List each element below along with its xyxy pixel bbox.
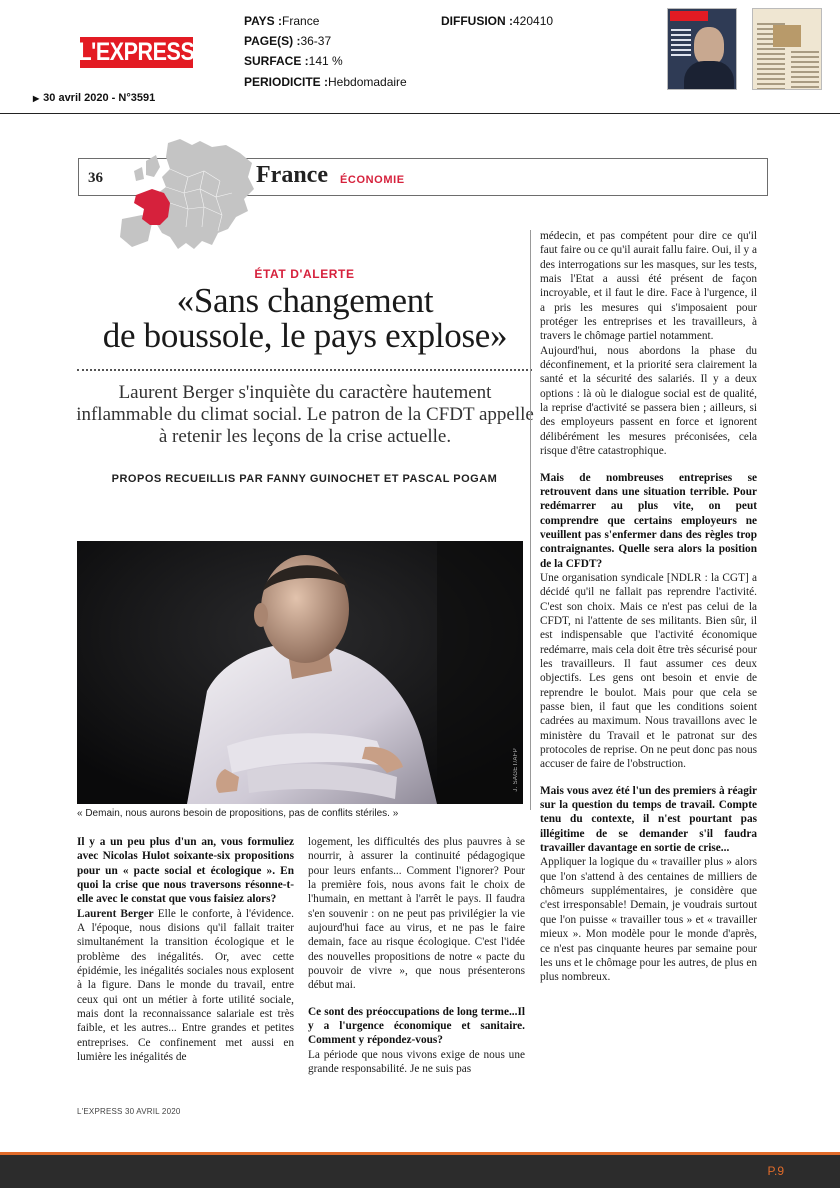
- standfirst: Laurent Berger s'inquiète du caractère hautement inflammable du climat social. Le patron de la CFDT appelle à retenir les leçons de la crise actuelle.: [76, 382, 534, 447]
- meta-surface-value: 141 %: [308, 54, 343, 68]
- photo-caption: « Demain, nous aurons besoin de propositions, pas de conflits stériles. »: [77, 808, 399, 819]
- answer-1-continued: logement, les difficultés des plus pauvres à se nourrir, à assurer la continuité pédagogique pour leurs enfants... Comment l'ignorer? Pour la première fois, nous avons fait le choix de l'humain, en mettant à l'arrêt le pays. Il faudra s'en souvenir : on ne peut pas privilégier la vie aujourd'hui face au virus, et ne pas le faire demain, face au risque écologique. C'est l'idée des nouvelles propositions de notre « pacte du pouvoir de vivre », que nous présenterons début mai.: [308, 836, 525, 992]
- question-4: Mais vous avez été l'un des premiers à réagir sur la question du temps de travail. Compte tenu du contexte, il n'est pourtant pas illégitime de se demander s'il faudra travailler davantage en sortie de crise...: [540, 784, 757, 855]
- cover-thumbnail-body: [684, 61, 734, 90]
- headline-line-1: «Sans changement: [176, 281, 434, 320]
- meta-diffusion-value: 420410: [513, 14, 554, 28]
- column-rule: [530, 230, 531, 810]
- publication-date-text: 30 avril 2020 - N°3591: [43, 92, 156, 104]
- article-column-3: [540, 229, 757, 985]
- cover-thumbnail-lines: [671, 29, 691, 59]
- answer-1: [77, 907, 294, 1065]
- article-column-1: [77, 835, 294, 1065]
- publication-date: [33, 92, 155, 104]
- meta-pages-value: 36-37: [300, 34, 332, 48]
- page-tag: P.9: [767, 1164, 784, 1178]
- byline: PROPOS RECUEILLIS PAR FANNY GUINOCHET ET PASCAL POGAM: [111, 473, 498, 485]
- answer-2: La période que nous vivons exige de nous une grande responsabilité. Je ne suis pas: [308, 1048, 525, 1076]
- meta-diffusion: [441, 14, 553, 28]
- headline: [72, 283, 538, 353]
- meta-pays-label: PAYS :: [244, 14, 283, 28]
- meta-surface: [244, 54, 343, 68]
- logo-text: L'EXPRESS: [78, 38, 195, 66]
- question-3: Mais de nombreuses entreprises se retrouvent dans une situation terrible. Pour redémarrer au plus vite, on peut comprendre que certains employeurs ne veuillent pas s'enfermer dans des règles trop contraignantes. Quelle sera alors la position de la CFDT?: [540, 471, 757, 570]
- question-2: Ce sont des préoccupations de long terme...Il y a l'urgence économique et sanitaire. Comment y répondez-vous?: [308, 1005, 525, 1047]
- lexpress-logo: [80, 37, 193, 68]
- cover-thumbnail[interactable]: [667, 8, 737, 90]
- meta-periodicite: [244, 75, 407, 89]
- meta-diffusion-label: DIFFUSION :: [441, 14, 513, 28]
- arrow-right-icon: ▶: [33, 94, 40, 103]
- meta-pages: [244, 34, 331, 48]
- section-subtitle: ÉCONOMIE: [340, 174, 405, 186]
- europe-map-icon: [108, 137, 258, 257]
- meta-surface-label: SURFACE :: [244, 54, 309, 68]
- footer-stamp: L'EXPRESS 30 AVRIL 2020: [77, 1107, 181, 1116]
- kicker: ÉTAT D'ALERTE: [254, 267, 355, 281]
- question-1: Il y a un peu plus d'un an, vous formuliez avec Nicolas Hulot soixante-six propositions pour un « pacte social et écologique ». En quoi la crise que nous traversons résonne-t-elle avec le constat que vous faisiez alors?: [77, 836, 294, 906]
- portrait-illustration: [77, 541, 523, 804]
- headline-line-2: de boussole, le pays explose»: [102, 316, 508, 355]
- cover-thumbnail-face: [694, 27, 724, 65]
- meta-pays-value: France: [282, 14, 320, 28]
- page-number: 36: [88, 170, 103, 186]
- section-title: France: [256, 162, 328, 188]
- answer-1-text: Elle le conforte, à l'évidence. A l'époque, nous disions qu'il fallait traiter simultanément la transition écologique et le problème des inégalités. Or, avec cette épidémie, les inégalités sociales nous explosent à la figure. Dans le monde du travail, entre ceux qui ont un métier à forte utilité sociale, mais dont la reconnaissance salariale est très faible, et les autres... Entre grandes et petites entreprises. Ce confinement met aussi en lumière les inégalités de: [77, 907, 294, 1064]
- meta-pages-label: PAGE(S) :: [244, 34, 301, 48]
- meta-pays: [244, 14, 319, 28]
- answer-2-paragraph-2: Aujourd'hui, nous abordons la phase du déconfinement, et la priorité sera clairement la santé et la sécurité des salariés. Il y a deux options : là où le dialogue social est de qualité, la reprise d'activité se passera bien ; ailleurs, si des employeurs passent en force et ignorent délibérément les mesures préconisées, cela risque d'être catastrophique.: [540, 344, 757, 458]
- answer-3: Une organisation syndicale [NDLR : la CGT] a décidé qu'il ne fallait pas reprendre l'activité. C'est son choix. Mais ce n'est pas celui de la CFDT, ni l'attente de ses militants. Bien sûr, il est indispensable que l'activité économique redémarre, mais cela doit être très sécurisé pour les travailleurs. Il faut assumer ces deux objectifs. Les gens ont besoin et envie de reprendre le boulot. Mais pour que cela se passe bien, il faut que les conditions soient cadrées au maximum. Nous travaillons avec le ministère du Travail et le patronat sur des protocoles de reprise. On ne peut donc pas nous accuser de faire de l'obstruction.: [540, 571, 757, 771]
- photo-credit: J. SAGET/AFP: [513, 748, 519, 792]
- answer-2-continued: médecin, et pas compétent pour dire ce qu'il faut faire ou ce qu'il aurait fallu faire. Oui, il y a des interrogations sur les masques, sur les tests, mais l'Etat a aussi été présent de façon incroyable, et il faut le dire. Face à l'urgence, il a pris les mesures qui s'imposaient pour protéger les entreprises et les travailleurs, à travers le chômage partiel notamment.: [540, 230, 757, 343]
- bottom-band: [0, 1152, 840, 1188]
- answer-4: Appliquer la logique du « travailler plus » alors que l'on s'attend à des centaines de milliers de chômeurs supplémentaires, je considère que c'est irresponsable! Demain, je voudrais surtout que l'on puisse « travailler tous » et « travailler mieux ». Mon modèle pour le monde d'après, ce n'est pas cinquante heures par semaine pour les uns et le chômage pour les autres, de plus en plus nombreux.: [540, 856, 757, 984]
- meta-periodicite-label: PERIODICITE :: [244, 75, 329, 89]
- page-thumbnail[interactable]: [752, 8, 822, 90]
- cover-thumbnail-logo: [670, 11, 708, 21]
- page-thumbnail-col-right: [791, 51, 819, 90]
- meta-periodicite-value: Hebdomadaire: [328, 75, 407, 89]
- dotted-rule: [77, 369, 532, 371]
- portrait-photo: [77, 541, 523, 804]
- clip-header: [0, 0, 840, 114]
- page-thumbnail-image: [773, 25, 801, 47]
- article-column-2: [308, 835, 525, 1077]
- answer-1-speaker: Laurent Berger: [77, 907, 154, 920]
